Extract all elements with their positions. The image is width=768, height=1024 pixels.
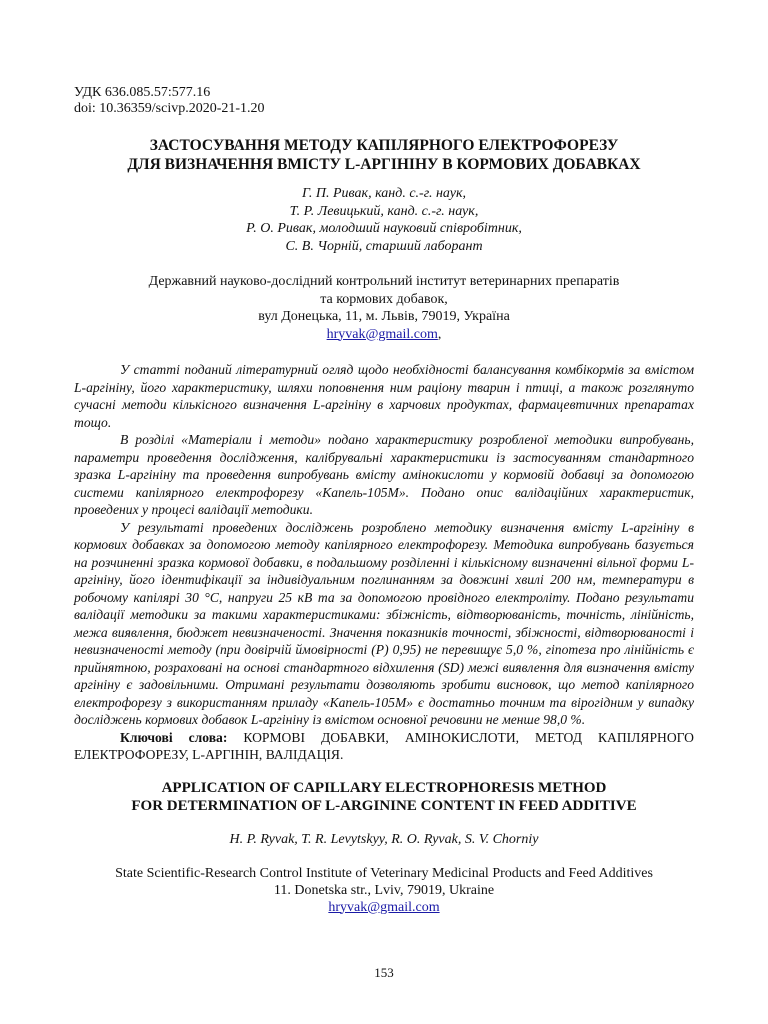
affiliation-line: вул Донецька, 11, м. Львів, 79019, Україна <box>258 309 510 324</box>
authors-en: H. P. Ryvak, T. R. Levytskyy, R. O. Ryvak, S. V. Chorniy <box>229 831 539 847</box>
article-metadata <box>74 85 694 117</box>
title-line: APPLICATION OF CAPILLARY ELECTROPHORESIS METHOD <box>161 779 607 796</box>
affiliation-line: Державний науково-дослідний контрольний інститут ветеринарних препаратів <box>148 274 620 289</box>
email-line <box>74 899 694 916</box>
doi: doi: 10.36359/scivp.2020-21-1.20 <box>74 101 265 116</box>
title-line: ЗАСТОСУВАННЯ МЕТОДУ КАПІЛЯРНОГО ЕЛЕКТРОФОРЕЗУ <box>149 137 619 154</box>
article-title-ua <box>74 136 694 174</box>
email-suffix: , <box>437 326 442 342</box>
keywords-ua <box>74 729 694 764</box>
email-line <box>74 326 694 344</box>
affiliation-ua <box>74 273 694 343</box>
email-link-ua[interactable]: hryvak@gmail.com <box>326 326 438 342</box>
keywords-text: КОРМОВІ ДОБАВКИ, АМІНОКИСЛОТИ, МЕТОД КАПІЛЯРНОГО ЕЛЕКТРОФОРЕЗУ, L-АРГІНІН, ВАЛІДАЦІЯ. <box>74 729 695 762</box>
affiliation-line: 11. Donetska str., Lviv, 79019, Ukraine <box>273 882 495 898</box>
authors-ua <box>74 185 694 255</box>
article-page <box>74 85 694 916</box>
author-line: Г. П. Ривак, канд. с.-г. наук, <box>301 186 466 201</box>
abstract-ua <box>74 361 694 729</box>
title-line: ДЛЯ ВИЗНАЧЕННЯ ВМІСТУ L-АРГІНІНУ В КОРМОВИХ ДОБАВКАХ <box>127 156 641 173</box>
udc-code: УДК 636.085.57:577.16 <box>74 85 211 100</box>
affiliation-line: та кормових добавок, <box>320 291 448 307</box>
abstract-paragraph: В розділі «Матеріали і методи» подано характеристику розробленої методики випробувань, параметри проведення дослідження, калібрувальні характеристики із застосуванням стандартного зразка L-аргініну та проведення випробувань вмісту амінокислоти у кормовій добавці за допомогою системи капілярного електрофорезу «Капель-105М». Подано опис валідаційних характеристик, проведених у процесі валідації методики. <box>74 432 694 517</box>
title-line: FOR DETERMINATION OF L-ARGININE CONTENT IN FEED ADDITIVE <box>131 798 637 814</box>
article-title-en <box>74 779 694 816</box>
page-number: 153 <box>374 965 394 980</box>
author-line: С. В. Чорній, старший лаборант <box>285 238 483 254</box>
abstract-paragraph: У статті поданий літературний огляд щодо необхідності балансування комбікормів за вмістом L-аргініну, його характеристику, шляхи поповнення ним раціону тварин і птиці, а також розглянуто сучасні методи кількісного визначення L-аргініну в харчових продуктах, фармацевтичних препаратах тощо. <box>74 362 694 430</box>
email-link-en[interactable]: hryvak@gmail.com <box>328 899 440 915</box>
keywords-label: Ключові слова: <box>120 729 228 745</box>
abstract-paragraph: У результаті проведених досліджень розроблено методику визначення вмісту L-аргініну в кормових добавках за допомогою методу капілярного електрофорезу. Методика випробувань базується на розчиненні зразка кормової добавки, в подальшому розділенні і кількісному визначенні вільної форми L-аргініну, його ідентифікації за індивідуальним поглинанням за довжині хвилі 200 нм, температури в робочому капілярі 30 °С, напруги 25 кВ та за допомогою провідного електроліту. Подано результати валідації методики за такими характеристиками: збіжність, відтворюваність, точність, лінійність, межа виявлення, бюджет невизначеності. Значення показників точності, збіжності, відтворюваності і невизначеності методу (при довірчій ймовірності (Р) 0,95) не перевищує 5,0 %, гіпотеза про лінійність є прийнятною, розраховані на основі стандартного відхилення (SD) межі виявлення для визначення вмісту аргініну є задовільними. Отримані результати дозволяють зробити висновок, що метод капілярного електрофорезу з використанням приладу «Капель-105М» є достатньо точним та вірогідним у випадку досліджень кормових добавок L-аргініну із вмістом основної речовини не менше 98,0 %. <box>74 519 694 727</box>
affiliation-en <box>74 865 694 916</box>
affiliation-line: State Scientific-Research Control Institute of Veterinary Medicinal Products and Feed Additives <box>115 865 653 881</box>
author-line: Р. О. Ривак, молодший науковий співробітник, <box>246 221 522 236</box>
author-line: Т. Р. Левицький, канд. с.-г. наук, <box>289 203 479 219</box>
